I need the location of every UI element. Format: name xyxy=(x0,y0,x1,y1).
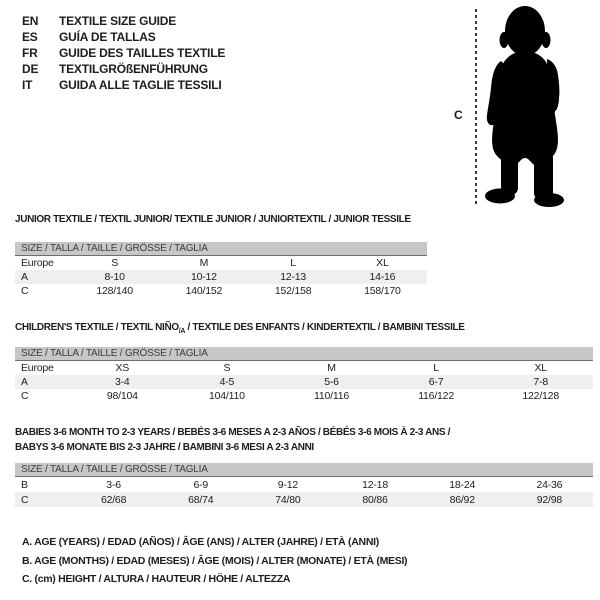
table-cell: 24-36 xyxy=(536,478,563,491)
table-cell: XS xyxy=(115,362,130,374)
table-cell: 122/128 xyxy=(522,390,559,402)
language-code: IT xyxy=(22,78,33,92)
table-cell: S xyxy=(223,362,231,374)
table-cell: 12-18 xyxy=(362,478,388,491)
table-cell: 4-5 xyxy=(219,376,235,388)
language-row-en xyxy=(22,13,225,29)
row-label: C xyxy=(21,390,29,402)
size-header: SIZE / TALLA / TAILLE / GRÖSSE / TAGLIA xyxy=(15,242,427,256)
table-cell: L xyxy=(433,362,439,374)
language-row-fr xyxy=(22,45,225,61)
table-cell: 3-6 xyxy=(106,478,121,491)
row-label: C xyxy=(21,493,29,506)
table-cell: 6-7 xyxy=(428,376,444,388)
babies-table-title-line1: BABIES 3-6 MONTH TO 2-3 YEARS / BEBÉS 3-6 MESES A 2-3 AÑOS / BÉBÉS 3-6 MOIS À 2-3 ANS / xyxy=(15,427,451,438)
table-cell: XL xyxy=(376,257,389,269)
table-cell: XL xyxy=(534,362,547,374)
table-cell: 80/86 xyxy=(362,493,388,506)
table-cell: 158/170 xyxy=(364,285,401,297)
table-cell: 116/122 xyxy=(418,390,454,402)
language-title: GUIDA ALLE TAGLIE TESSILI xyxy=(59,78,222,92)
table-cell: 18-24 xyxy=(449,478,476,491)
table-row xyxy=(15,389,593,403)
table-row xyxy=(15,284,427,298)
language-title: GUÍA DE TALLAS xyxy=(59,30,156,44)
table-cell: 86/92 xyxy=(449,493,475,506)
table-cell: 3-4 xyxy=(115,376,130,388)
table-cell: 9-12 xyxy=(277,478,298,491)
babies-size-table xyxy=(15,463,593,507)
row-label: C xyxy=(21,285,29,297)
language-code: FR xyxy=(22,46,38,60)
table-header-row xyxy=(15,347,593,361)
junior-table-title: JUNIOR TEXTILE / TEXTIL JUNIOR/ TEXTILE JUNIOR / JUNIORTEXTIL / JUNIOR TESSILE xyxy=(15,214,411,225)
row-label: Europe xyxy=(21,257,54,269)
language-title: TEXTILGRÖßENFÜHRUNG xyxy=(59,62,208,76)
table-header-row xyxy=(15,242,427,256)
table-cell: 14-16 xyxy=(369,271,396,283)
measure-legend xyxy=(22,533,407,589)
table-cell: 8-10 xyxy=(104,271,125,283)
table-cell: 92/98 xyxy=(536,493,563,506)
table-cell: 128/140 xyxy=(96,285,133,297)
table-cell: 68/74 xyxy=(188,493,214,506)
table-cell: S xyxy=(111,257,119,269)
language-title-list xyxy=(22,13,225,93)
table-cell: M xyxy=(199,257,209,269)
table-cell: M xyxy=(327,362,336,374)
table-cell: 5-6 xyxy=(324,376,339,388)
table-row xyxy=(15,492,593,507)
language-row-es xyxy=(22,29,225,45)
table-cell: 10-12 xyxy=(190,271,217,283)
table-header-row xyxy=(15,463,593,477)
children-table-title-post: / TEXTILE DES ENFANTS / KINDERTEXTIL / BAMBINI TESSILE xyxy=(185,322,465,333)
table-row xyxy=(15,270,427,284)
table-row xyxy=(15,361,593,376)
babies-table-title xyxy=(15,425,575,455)
size-header: SIZE / TALLA / TAILLE / GRÖSSE / TAGLIA xyxy=(15,463,593,477)
table-cell: 7-8 xyxy=(533,376,548,388)
row-label: B xyxy=(21,478,28,491)
table-cell: 6-9 xyxy=(193,478,209,491)
children-table-title-sub: /A xyxy=(178,328,186,335)
table-cell: 152/158 xyxy=(274,285,312,297)
table-cell: 62/68 xyxy=(100,493,127,506)
junior-size-table xyxy=(15,242,427,298)
legend-note-c: C. (cm) HEIGHT / ALTURA / HAUTEUR / HÖHE / ALTEZZA xyxy=(22,573,291,585)
table-row xyxy=(15,477,593,493)
row-label: Europe xyxy=(21,362,54,374)
table-cell: 104/110 xyxy=(209,390,245,402)
height-measure-label: C xyxy=(454,108,463,122)
legend-note-a: A. AGE (YEARS) / EDAD (AÑOS) / ÂGE (ANS) / ALTER (JAHRE) / ETÀ (ANNI) xyxy=(22,536,379,548)
language-row-it xyxy=(22,77,225,93)
language-title: TEXTILE SIZE GUIDE xyxy=(59,14,177,28)
children-table-title-pre: CHILDREN'S TEXTILE / TEXTIL NIÑO xyxy=(15,322,179,333)
height-measure-dashed-line xyxy=(475,9,477,206)
language-title: GUIDE DES TAILLES TEXTILE xyxy=(59,46,226,60)
children-table-title xyxy=(15,320,465,339)
row-label: A xyxy=(21,376,28,388)
babies-table-title-line2: BABYS 3-6 MONATE BIS 2-3 JAHRE / BAMBINI 3-6 MESI A 2-3 ANNI xyxy=(15,442,314,453)
language-row-de xyxy=(22,61,225,77)
language-code: DE xyxy=(22,62,39,76)
table-row xyxy=(15,256,427,271)
table-cell: 74/80 xyxy=(275,493,301,506)
table-cell: 98/104 xyxy=(106,390,138,402)
legend-note-b: B. AGE (MONTHS) / EDAD (MESES) / ÂGE (MOIS) / ALTER (MONATE) / ETÀ (MESI) xyxy=(22,554,408,567)
row-label: A xyxy=(21,271,28,283)
table-cell: L xyxy=(290,257,296,269)
toddler-head xyxy=(505,6,545,56)
table-row xyxy=(15,375,593,389)
size-header: SIZE / TALLA / TAILLE / GRÖSSE / TAGLIA xyxy=(15,347,593,361)
language-code: EN xyxy=(22,14,39,28)
toddler-silhouette-image xyxy=(479,3,599,208)
children-size-table xyxy=(15,347,593,403)
table-cell: 12-13 xyxy=(280,271,307,283)
table-cell: 110/116 xyxy=(313,390,349,402)
language-code: ES xyxy=(22,30,38,44)
table-cell: 140/152 xyxy=(185,285,223,297)
